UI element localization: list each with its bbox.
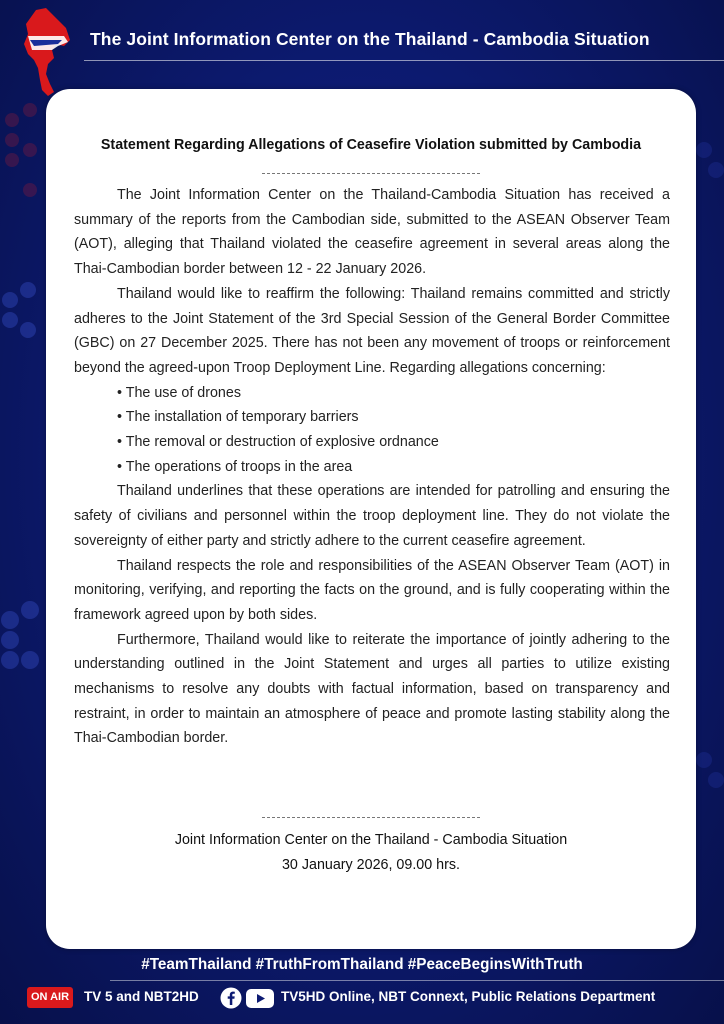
statement-date: 30 January 2026, 09.00 hrs.	[281, 856, 461, 873]
title-divider	[262, 173, 480, 174]
paragraph: Thailand respects the role and responsibilities of the ASEAN Observer Team (AOT) in monitoring, verifying, and reporting the facts on the ground, and is fully cooperating within the framework agreed upon by both sides.	[74, 557, 670, 623]
signature: Joint Information Center on the Thailand - Cambodia Situation	[174, 832, 568, 848]
paragraph: Furthermore, Thailand would like to reiterate the importance of jointly adhering to the understanding outlined in the Joint Statement and urges all parties to utilize existing mechanisms to resolve any doubts with factual information, based on transparency and restraint, in order to maintain an atmosphere of peace and promote lasting stability along the Thai-Cambodian border.	[74, 631, 670, 747]
statement-body	[74, 183, 670, 751]
on-air-badge: ON AIR	[27, 987, 73, 1008]
list-item: • The removal or destruction of explosive ordnance	[74, 430, 670, 455]
paragraph: Thailand would like to reaffirm the following: Thailand remains committed and strictly adheres to the Joint Statement of the 3rd Special Session of the General Border Committee (GBC) on 27 December 2025. There has not been any movement of troops or reinforcement beyond the agreed-upon Troop Deployment Line. Regarding allegations concerning:	[74, 285, 670, 376]
list-item: • The operations of troops in the area	[74, 455, 670, 480]
signature-divider	[262, 817, 480, 818]
list-item: • The use of drones	[74, 381, 670, 406]
online-channels: TV5HD Online, NBT Connext, Public Relations Department	[281, 989, 656, 1004]
footer-bar	[0, 985, 724, 1011]
signature-block	[46, 828, 696, 877]
header-title: The Joint Information Center on the Thailand - Cambodia Situation	[90, 29, 650, 49]
footer-divider	[110, 980, 724, 981]
statement-card	[46, 89, 696, 949]
hashtags: #TeamThailand #TruthFromThailand #PeaceBeginsWithTruth	[141, 956, 583, 973]
youtube-icon	[246, 989, 274, 1008]
tv-channels: TV 5 and NBT2HD	[84, 989, 199, 1004]
facebook-icon	[220, 987, 242, 1009]
thailand-map-logo	[18, 6, 74, 100]
allegations-list	[74, 381, 670, 480]
document-title: Statement Regarding Allegations of Ceasefire Violation submitted by Cambodia	[100, 137, 642, 153]
header-divider	[84, 60, 724, 61]
paragraph: Thailand underlines that these operations are intended for patrolling and ensuring the safety of civilians and personnel within the troop deployment line. They do not violate the sovereignty of either party and strictly adhere to the current ceasefire agreement.	[74, 483, 670, 549]
paragraph: The Joint Information Center on the Thailand-Cambodia Situation has received a summary of the reports from the Cambodian side, submitted to the ASEAN Observer Team (AOT), alleging that Thailand violated the ceasefire agreement in several areas along the Thai-Cambodian border between 12 - 22 January 2026.	[74, 187, 670, 278]
list-item: • The installation of temporary barriers	[74, 405, 670, 430]
